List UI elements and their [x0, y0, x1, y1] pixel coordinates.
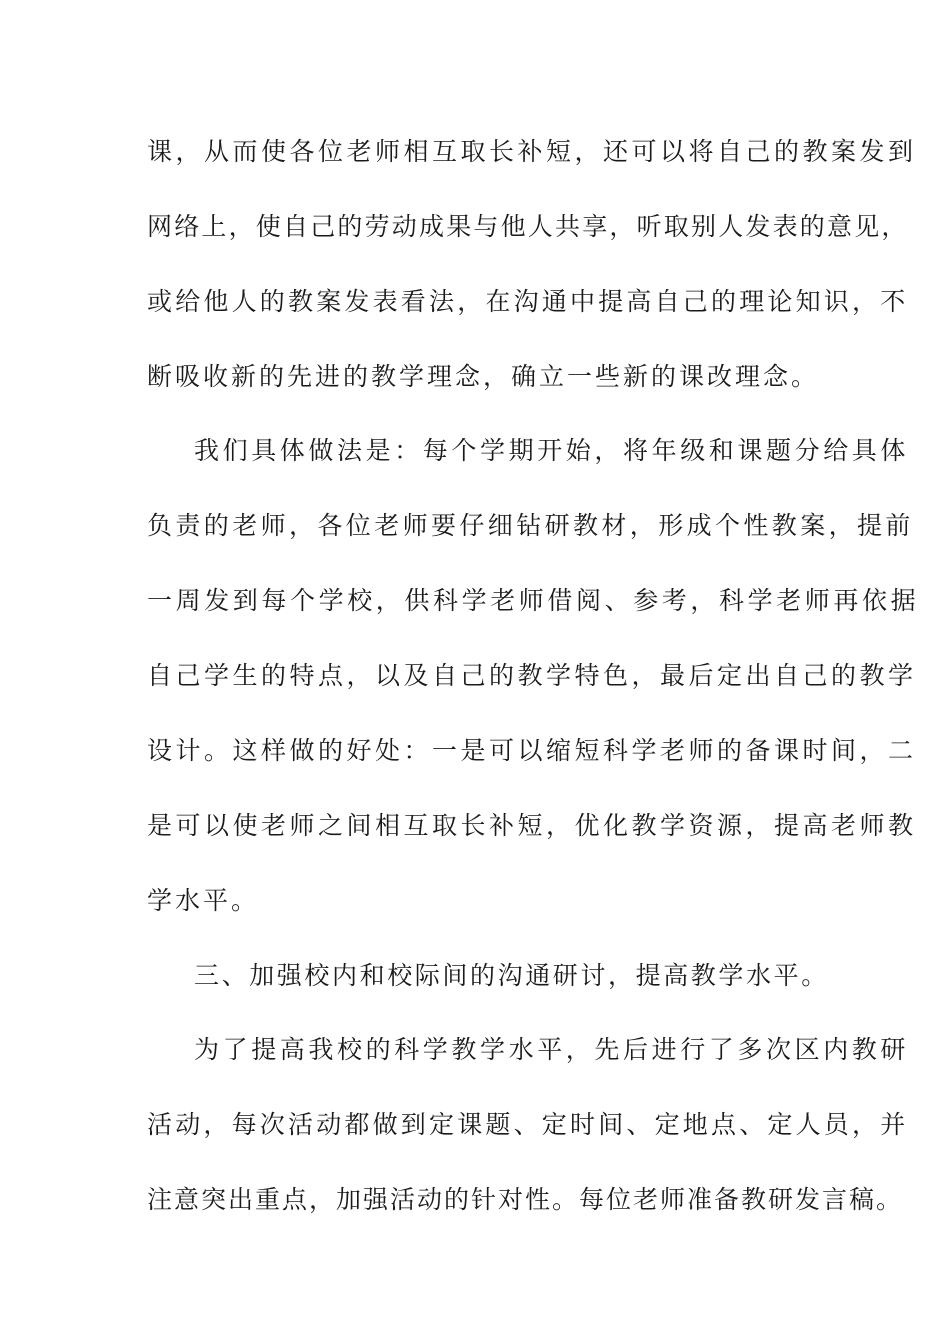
- paragraph-first-line: 为了提高我校的科学教学水平，先后进行了多次区内教研: [194, 1035, 910, 1064]
- paragraph-line: 学水平。: [147, 886, 260, 915]
- paragraph-line: 注意突出重点，加强活动的针对性。每位老师准备教研发言稿。: [147, 1185, 904, 1214]
- paragraph-line: 课，从而使各位老师相互取长补短，还可以将自己的教案发到: [147, 137, 917, 166]
- paragraph-line: 或给他人的教案发表看法，在沟通中提高自己的理论知识，不: [147, 287, 909, 316]
- paragraph-line: 网络上，使自己的劳动成果与他人共享，听取别人发表的意见，: [147, 212, 909, 241]
- paragraph-line: 负责的老师，各位老师要仔细钻研教材，形成个性教案，提前: [147, 511, 914, 540]
- section-heading: 三、加强校内和校际间的沟通研讨，提高教学水平。: [194, 961, 829, 990]
- paragraph-first-line: 我们具体做法是：每个学期开始，将年级和课题分给具体: [194, 436, 910, 465]
- paragraph-line: 一周发到每个学校，供科学老师借阅、参考，科学老师再依据: [147, 586, 920, 615]
- paragraph-line: 活动，每次活动都做到定课题、定时间、定地点、定人员，并: [147, 1110, 909, 1139]
- paragraph-line: 断吸收新的先进的教学理念，确立一些新的课改理念。: [147, 362, 820, 391]
- paragraph-line: 设计。这样做的好处：一是可以缩短科学老师的备课时间，二: [147, 736, 917, 765]
- paragraph-line: 是可以使老师之间相互取长补短，优化教学资源，提高老师教: [147, 811, 917, 840]
- paragraph-line: 自己学生的特点，以及自己的教学特色，最后定出自己的教学: [147, 661, 917, 690]
